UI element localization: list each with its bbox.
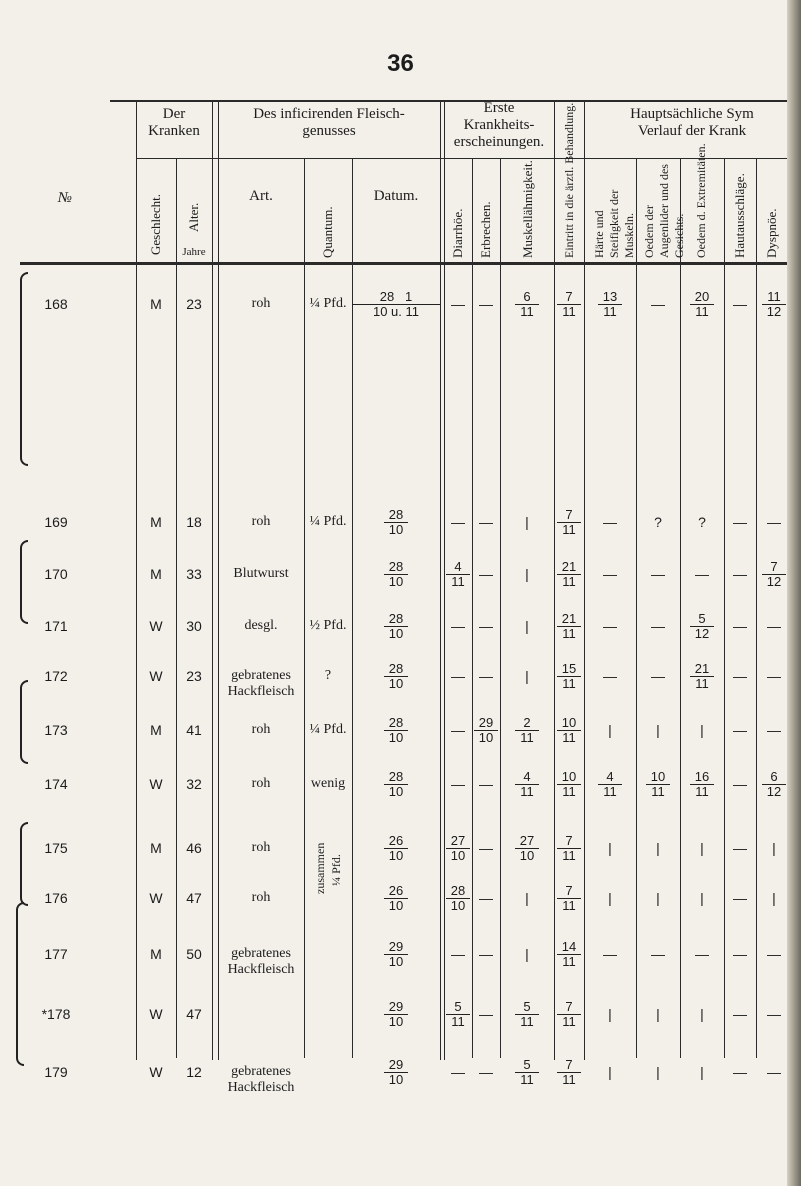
date-value: $\frac{28}{10}$ bbox=[384, 662, 408, 691]
oed-face-value: | bbox=[656, 890, 660, 906]
muscle-value: | bbox=[525, 946, 529, 962]
dysp-value: — bbox=[767, 668, 781, 684]
treat-value: $\frac{21}{11}$ bbox=[557, 560, 581, 589]
age-value: 23 bbox=[186, 668, 202, 684]
header-patient: Der Kranken bbox=[148, 106, 200, 139]
age-value: 18 bbox=[186, 514, 202, 530]
dysp-value: — bbox=[767, 722, 781, 738]
sex-value: M bbox=[150, 722, 162, 738]
treat-value: $\frac{7}{11}$ bbox=[557, 1000, 581, 1029]
col-divider bbox=[680, 158, 681, 1058]
kind-value: roh bbox=[251, 514, 271, 529]
header-kind: Art. bbox=[249, 188, 273, 204]
sex-value: W bbox=[149, 1006, 163, 1022]
age-value: 47 bbox=[186, 1006, 202, 1022]
treat-value: $\frac{21}{11}$ bbox=[557, 612, 581, 641]
hard-value: | bbox=[608, 840, 612, 856]
vomit-value: — bbox=[479, 668, 493, 684]
header-meat: Des inficirenden Fleisch- genusses bbox=[253, 106, 405, 139]
age-value: 46 bbox=[186, 840, 202, 856]
kind-value: roh bbox=[251, 840, 271, 855]
header-main-symptoms: Hauptsächliche Sym Verlauf der Krank bbox=[630, 106, 754, 139]
col-divider bbox=[304, 158, 305, 1058]
sex-value: W bbox=[149, 668, 163, 684]
sex-value: M bbox=[150, 946, 162, 962]
page-edge bbox=[787, 0, 801, 1186]
date-value: $\frac{28}{10}$ bbox=[384, 612, 408, 641]
vomit-value: — bbox=[479, 1064, 493, 1080]
dysp-value: — bbox=[767, 1064, 781, 1080]
hard-value: | bbox=[608, 890, 612, 906]
treat-value: $\frac{7}{11}$ bbox=[557, 884, 581, 913]
oed-ext-value: | bbox=[700, 1064, 704, 1080]
no-value: 179 bbox=[44, 1064, 68, 1080]
qty-value: wenig bbox=[310, 776, 346, 791]
col-divider bbox=[554, 100, 555, 1060]
qty-value: ½ Pfd. bbox=[309, 618, 347, 633]
muscle-value: $\frac{2}{11}$ bbox=[515, 716, 539, 745]
header-sex: Geschlecht. bbox=[148, 193, 163, 255]
oed-ext-value: | bbox=[700, 840, 704, 856]
diar-value: — bbox=[451, 296, 465, 312]
kind-value: roh bbox=[251, 722, 271, 737]
muscle-value: $\frac{4}{11}$ bbox=[515, 770, 539, 799]
col-divider bbox=[176, 158, 177, 1058]
qty-value: ¼ Pfd. bbox=[309, 722, 347, 737]
oed-ext-value: $\frac{5}{12}$ bbox=[690, 612, 714, 641]
kind-value: roh bbox=[251, 296, 271, 311]
sex-value: W bbox=[149, 890, 163, 906]
header-quantity: Quantum. bbox=[320, 206, 335, 258]
group-brace bbox=[20, 540, 28, 624]
vomit-value: — bbox=[479, 618, 493, 634]
dysp-value: $\frac{11}{12}$ bbox=[762, 290, 786, 319]
diar-value: $\frac{5}{11}$ bbox=[446, 1000, 470, 1029]
header-dyspnoea: Dyspnöe. bbox=[764, 208, 779, 258]
treat-value: $\frac{15}{11}$ bbox=[557, 662, 581, 691]
no-value: 170 bbox=[44, 566, 68, 582]
sex-value: M bbox=[150, 840, 162, 856]
hard-value: $\frac{4}{11}$ bbox=[598, 770, 622, 799]
no-value: *178 bbox=[41, 1006, 71, 1022]
sex-value: M bbox=[150, 566, 162, 582]
oed-ext-value: $\frac{20}{11}$ bbox=[690, 290, 714, 319]
oed-ext-value: — bbox=[695, 946, 709, 962]
diar-value: $\frac{27}{10}$ bbox=[446, 834, 470, 863]
oed-ext-value: $\frac{21}{11}$ bbox=[690, 662, 714, 691]
diar-value: — bbox=[451, 618, 465, 634]
hard-value: — bbox=[603, 668, 617, 684]
date-value: $\frac{29}{10}$ bbox=[384, 1058, 408, 1087]
muscle-value: | bbox=[525, 890, 529, 906]
rash-value: — bbox=[733, 618, 747, 634]
date-value: $\frac{28}{10}$ bbox=[384, 770, 408, 799]
page-number: 36 bbox=[387, 50, 414, 77]
hard-value: | bbox=[608, 1006, 612, 1022]
no-value: 169 bbox=[44, 514, 68, 530]
rash-value: — bbox=[733, 668, 747, 684]
rash-value: — bbox=[733, 722, 747, 738]
header-age: Alter. bbox=[186, 202, 201, 232]
oed-face-value: — bbox=[651, 946, 665, 962]
date-value: $\frac{26}{10}$ bbox=[384, 834, 408, 863]
rash-value: — bbox=[733, 890, 747, 906]
no-value: 171 bbox=[44, 618, 68, 634]
no-value: 174 bbox=[44, 776, 68, 792]
rash-value: — bbox=[733, 566, 747, 582]
col-divider bbox=[472, 158, 473, 1058]
oed-ext-value: ? bbox=[698, 514, 706, 530]
kind-value: gebratenes Hackfleisch bbox=[227, 1064, 295, 1095]
hard-value: — bbox=[603, 946, 617, 962]
diar-value: — bbox=[451, 776, 465, 792]
header-hardness: Härte und Steifigkeit der Muskeln. bbox=[592, 189, 636, 258]
kind-value: roh bbox=[251, 776, 271, 791]
kind-value: gebratenes Hackfleisch bbox=[227, 668, 295, 699]
vomit-value: $\frac{29}{10}$ bbox=[474, 716, 498, 745]
diar-value: — bbox=[451, 1064, 465, 1080]
oed-ext-value: | bbox=[700, 890, 704, 906]
rash-value: — bbox=[733, 296, 747, 312]
vomit-value: — bbox=[479, 840, 493, 856]
date-value: $\frac{29}{10}$ bbox=[384, 1000, 408, 1029]
dysp-value: — bbox=[767, 946, 781, 962]
qty-value: ¼ Pfd. bbox=[309, 514, 347, 529]
col-divider bbox=[636, 158, 637, 1058]
treat-value: $\frac{10}{11}$ bbox=[557, 770, 581, 799]
oed-face-value: | bbox=[656, 840, 660, 856]
kind-value: desgl. bbox=[244, 618, 278, 633]
age-value: 12 bbox=[186, 1064, 202, 1080]
age-value: 41 bbox=[186, 722, 202, 738]
muscle-value: | bbox=[525, 514, 529, 530]
oed-ext-value: | bbox=[700, 1006, 704, 1022]
diar-value: $\frac{28}{10}$ bbox=[446, 884, 470, 913]
col-divider bbox=[440, 100, 441, 1060]
header-oedema-extremities: Oedem d. Extremitäten. bbox=[694, 143, 708, 258]
muscle-value: | bbox=[525, 566, 529, 582]
vomit-value: — bbox=[479, 514, 493, 530]
header-number: № bbox=[57, 190, 73, 206]
header-rash: Hautausschläge. bbox=[732, 173, 747, 258]
group-brace bbox=[16, 902, 24, 1066]
oed-face-value: — bbox=[651, 296, 665, 312]
qty-value: ? bbox=[324, 668, 332, 683]
qty-value: ¼ Pfd. bbox=[309, 296, 347, 311]
header-date: Datum. bbox=[373, 188, 419, 204]
oed-face-value: — bbox=[651, 618, 665, 634]
age-value: 30 bbox=[186, 618, 202, 634]
treat-value: $\frac{10}{11}$ bbox=[557, 716, 581, 745]
diar-value: — bbox=[451, 722, 465, 738]
age-value: 50 bbox=[186, 946, 202, 962]
hard-value: $\frac{13}{11}$ bbox=[598, 290, 622, 319]
treat-value: $\frac{7}{11}$ bbox=[557, 834, 581, 863]
kind-value: gebratenes Hackfleisch bbox=[227, 946, 295, 977]
kind-value: roh bbox=[251, 890, 271, 905]
no-value: 175 bbox=[44, 840, 68, 856]
header-muscle: Muskellähmigkeit. bbox=[520, 160, 535, 258]
oed-ext-value: — bbox=[695, 566, 709, 582]
vomit-value: — bbox=[479, 776, 493, 792]
hard-value: | bbox=[608, 1064, 612, 1080]
header-oedema-face: Oedem der Augenlider und des Gesichts. bbox=[642, 164, 686, 258]
treat-value: $\frac{7}{11}$ bbox=[557, 1058, 581, 1087]
vomit-value: — bbox=[479, 296, 493, 312]
muscle-value: $\frac{5}{11}$ bbox=[515, 1000, 539, 1029]
oed-face-value: ? bbox=[654, 514, 662, 530]
oed-face-value: | bbox=[656, 1064, 660, 1080]
rash-value: — bbox=[733, 776, 747, 792]
no-value: 176 bbox=[44, 890, 68, 906]
no-value: 173 bbox=[44, 722, 68, 738]
muscle-value: $\frac{5}{11}$ bbox=[515, 1058, 539, 1087]
date-value: $\frac{26}{10}$ bbox=[384, 884, 408, 913]
diar-value: $\frac{4}{11}$ bbox=[446, 560, 470, 589]
header-age-unit: Jahre bbox=[182, 246, 206, 258]
sex-value: W bbox=[149, 618, 163, 634]
col-divider bbox=[756, 158, 757, 1058]
sex-value: W bbox=[149, 776, 163, 792]
header-treatment: Eintritt in die ärztl. Behandlung. bbox=[562, 102, 576, 258]
rash-value: — bbox=[733, 1006, 747, 1022]
dysp-value: $\frac{7}{12}$ bbox=[762, 560, 786, 589]
no-value: 172 bbox=[44, 668, 68, 684]
muscle-value: | bbox=[525, 668, 529, 684]
header-diarrhoea: Diarrhöe. bbox=[450, 208, 465, 258]
vomit-value: — bbox=[479, 890, 493, 906]
date-value: $\frac{29}{10}$ bbox=[384, 940, 408, 969]
treat-value: $\frac{7}{11}$ bbox=[557, 508, 581, 537]
hard-value: — bbox=[603, 618, 617, 634]
qty-value: zusammen ¼ Pfd. bbox=[313, 842, 343, 894]
header-bottom-rule bbox=[20, 262, 800, 265]
oed-face-value: — bbox=[651, 668, 665, 684]
kind-value: Blutwurst bbox=[233, 566, 289, 581]
hard-value: — bbox=[603, 514, 617, 530]
dysp-value: — bbox=[767, 1006, 781, 1022]
rash-value: — bbox=[733, 946, 747, 962]
oed-face-value: | bbox=[656, 722, 660, 738]
dysp-value: | bbox=[772, 840, 776, 856]
age-value: 32 bbox=[186, 776, 202, 792]
age-value: 47 bbox=[186, 890, 202, 906]
rash-value: — bbox=[733, 840, 747, 856]
date-value: $\frac{28}{10}$ bbox=[384, 716, 408, 745]
no-value: 168 bbox=[44, 296, 68, 312]
hard-value: — bbox=[603, 566, 617, 582]
sex-value: M bbox=[150, 514, 162, 530]
sex-value: M bbox=[150, 296, 162, 312]
oed-ext-value: | bbox=[700, 722, 704, 738]
treat-value: $\frac{14}{11}$ bbox=[557, 940, 581, 969]
vomit-value: — bbox=[479, 946, 493, 962]
muscle-value: | bbox=[525, 618, 529, 634]
oed-face-value: $\frac{10}{11}$ bbox=[646, 770, 670, 799]
diar-value: — bbox=[451, 946, 465, 962]
diar-value: — bbox=[451, 668, 465, 684]
oed-face-value: — bbox=[651, 566, 665, 582]
vomit-value: — bbox=[479, 566, 493, 582]
date-value: $\frac{28}{10}$ bbox=[384, 508, 408, 537]
rash-value: — bbox=[733, 514, 747, 530]
rash-value: — bbox=[733, 1064, 747, 1080]
dysp-value: $\frac{6}{12}$ bbox=[762, 770, 786, 799]
col-divider bbox=[212, 100, 213, 1060]
hard-value: | bbox=[608, 722, 612, 738]
col-divider bbox=[500, 158, 501, 1058]
dysp-value: | bbox=[772, 890, 776, 906]
age-value: 33 bbox=[186, 566, 202, 582]
oed-face-value: | bbox=[656, 1006, 660, 1022]
dysp-value: — bbox=[767, 618, 781, 634]
muscle-value: $\frac{27}{10}$ bbox=[515, 834, 539, 863]
oed-ext-value: $\frac{16}{11}$ bbox=[690, 770, 714, 799]
muscle-value: $\frac{6}{11}$ bbox=[515, 290, 539, 319]
age-value: 23 bbox=[186, 296, 202, 312]
sex-value: W bbox=[149, 1064, 163, 1080]
dysp-value: — bbox=[767, 514, 781, 530]
date-value: $\frac{28 1}{10 u. 11}$ bbox=[352, 290, 440, 319]
col-divider bbox=[444, 100, 445, 1060]
col-divider bbox=[724, 158, 725, 1058]
treat-value: $\frac{7}{11}$ bbox=[557, 290, 581, 319]
date-value: $\frac{28}{10}$ bbox=[384, 560, 408, 589]
diar-value: — bbox=[451, 514, 465, 530]
vomit-value: — bbox=[479, 1006, 493, 1022]
header-vomiting: Erbrechen. bbox=[478, 201, 493, 258]
header-first-symptoms: Erste Krankheits- erscheinungen. bbox=[453, 100, 545, 150]
no-value: 177 bbox=[44, 946, 68, 962]
